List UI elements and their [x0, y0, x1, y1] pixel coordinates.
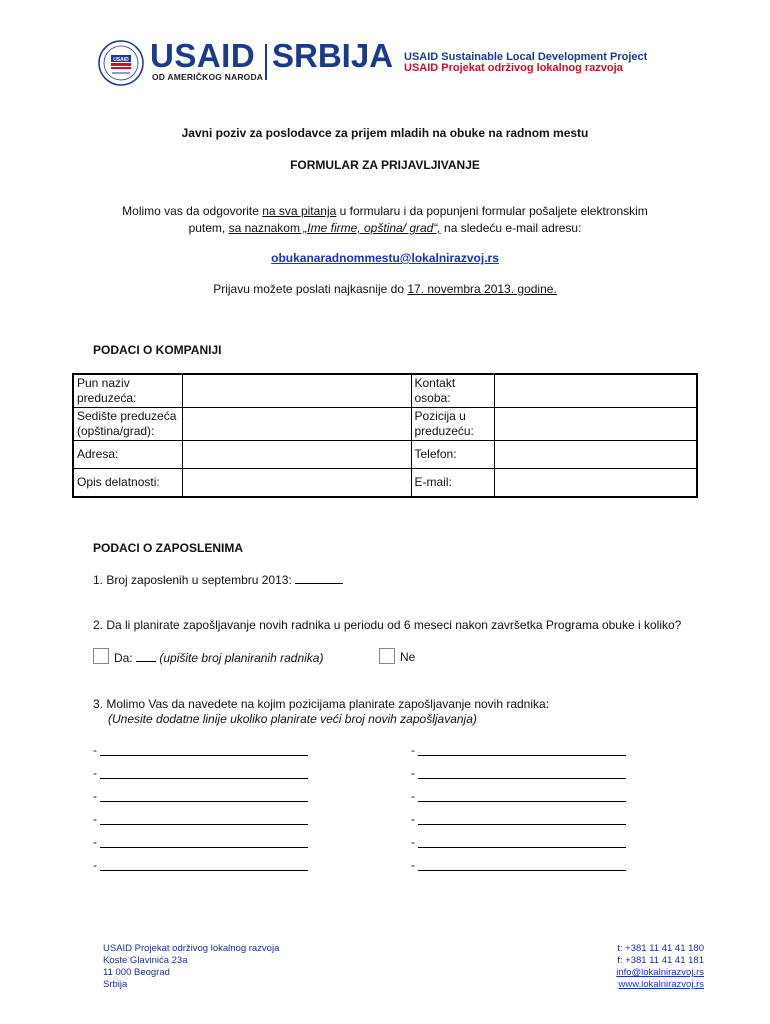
intro-line-2: [0, 221, 770, 235]
position-input-line[interactable]: [418, 824, 626, 825]
deadline-date: 17. novembra 2013. godine.: [407, 282, 557, 296]
position-dash: -: [411, 835, 415, 849]
label-company-name: Pun naziv preduzeća:: [73, 374, 182, 408]
usaid-seal-logo: [98, 40, 144, 86]
yes-hint: (upišite broj planiranih radnika): [159, 651, 324, 665]
footer-org: USAID Projekat održivog lokalnog razvoja: [103, 943, 280, 954]
footer-street: Koste Glavinića 23a: [103, 955, 188, 966]
label-email: E-mail:: [411, 469, 494, 497]
seal-text: USAID: [113, 57, 129, 63]
input-email[interactable]: [494, 469, 697, 497]
footer-email-link[interactable]: info@lokalnirazvoj.rs: [616, 967, 704, 978]
position-dash: -: [93, 789, 97, 803]
position-input-line[interactable]: [100, 778, 308, 779]
position-input-line[interactable]: [418, 870, 626, 871]
position-input-line[interactable]: [100, 755, 308, 756]
position-dash: -: [411, 858, 415, 872]
question-2: 2. Da li planirate zapošljavanje novih radnika u periodu od 6 meseci nakon završetka Programa obuke i koliko?: [93, 618, 682, 632]
table-row: [73, 408, 697, 441]
label-phone: Telefon:: [411, 441, 494, 469]
no-checkbox[interactable]: [379, 648, 395, 664]
label-position: Pozicija u preduzeću:: [411, 408, 494, 441]
project-name-sr: USAID Projekat održivog lokalnog razvoja: [404, 62, 623, 74]
position-input-line[interactable]: [100, 801, 308, 802]
position-dash: -: [411, 743, 415, 757]
position-input-line[interactable]: [418, 755, 626, 756]
yes-option: [114, 650, 323, 665]
input-position[interactable]: [494, 408, 697, 441]
yes-checkbox[interactable]: [93, 648, 109, 664]
footer-fax: f: +381 11 41 41 181: [617, 955, 704, 966]
input-activity[interactable]: [182, 469, 411, 497]
usaid-wordmark: USAID: [150, 37, 256, 74]
intro2-emphasis: sa naznakom: [228, 221, 300, 235]
footer-phone: t: +381 11 41 41 180: [617, 943, 704, 954]
position-dash: -: [411, 812, 415, 826]
intro-text: Molimo vas da odgovorite: [122, 204, 263, 218]
position-dash: -: [93, 743, 97, 757]
footer-city: 11 000 Beograd: [103, 967, 170, 978]
position-dash: -: [411, 789, 415, 803]
input-contact-person[interactable]: [494, 374, 697, 408]
company-section-heading: PODACI O KOMPANIJI: [93, 343, 222, 357]
table-row: [73, 469, 697, 497]
intro2-text: putem,: [188, 221, 229, 235]
yes-label: Da:: [114, 651, 133, 665]
footer-address: [103, 943, 279, 991]
position-dash: -: [93, 766, 97, 780]
table-row: [73, 441, 697, 469]
input-phone[interactable]: [494, 441, 697, 469]
position-input-line[interactable]: [418, 847, 626, 848]
email-line: [0, 251, 770, 265]
intro-line-1: [0, 204, 770, 218]
question-3-hint: (Unesite dodatne linije ukoliko planirate veći broj novih zapošljavanja): [108, 712, 477, 726]
usaid-tagline: OD AMERIČKOG NARODA: [152, 72, 264, 82]
label-activity: Opis delatnosti:: [73, 469, 182, 497]
document-title: Javni poziv za poslodavce za prijem mladih na obuke na radnom mestu: [181, 126, 589, 140]
intro2-text-end: na sledeću e-mail adresu:: [440, 221, 582, 235]
deadline-line: [0, 282, 770, 296]
planned-count-input[interactable]: [136, 650, 156, 662]
position-input-line[interactable]: [418, 778, 626, 779]
employees-section-heading: PODACI O ZAPOSLENIMA: [93, 541, 244, 555]
footer-web-link[interactable]: www.lokalnirazvoj.rs: [618, 979, 704, 990]
footer-country: Srbija: [103, 979, 128, 990]
header-divider: [265, 44, 267, 80]
intro2-subject-format: „Ime firme, opština/ grad“,: [299, 221, 441, 235]
input-company-name[interactable]: [182, 374, 411, 408]
position-input-line[interactable]: [100, 870, 308, 871]
input-address[interactable]: [182, 441, 411, 469]
position-dash: -: [93, 858, 97, 872]
label-address: Adresa:: [73, 441, 182, 469]
position-dash: -: [93, 835, 97, 849]
position-dash: -: [93, 812, 97, 826]
question-3: 3. Molimo Vas da navedete na kojim pozicijama planirate zapošljavanje novih radnika:: [93, 697, 550, 711]
deadline-text: Prijavu možete poslati najkasnije do: [213, 282, 408, 296]
position-input-line[interactable]: [100, 824, 308, 825]
footer-contact: [560, 943, 704, 991]
position-input-line[interactable]: [418, 801, 626, 802]
srbija-wordmark: SRBIJA: [272, 37, 394, 74]
submission-email-link[interactable]: obukanaradnommestu@lokalnirazvoj.rs: [271, 251, 499, 265]
input-company-seat[interactable]: [182, 408, 411, 441]
company-info-table: [72, 373, 698, 498]
table-row: [73, 374, 697, 408]
project-name-en: USAID Sustainable Local Development Project: [404, 51, 648, 63]
position-input-line[interactable]: [100, 847, 308, 848]
intro-text-end: u formularu i da popunjeni formular pošaljete elektronskim: [336, 204, 648, 218]
question-1-text: 1. Broj zaposlenih u septembru 2013:: [93, 573, 292, 587]
label-company-seat: Sedište preduzeća (opština/grad):: [73, 408, 182, 441]
label-contact-person: Kontakt osoba:: [411, 374, 494, 408]
question-1: [93, 572, 343, 587]
position-dash: -: [411, 766, 415, 780]
form-title: FORMULAR ZA PRIJAVLJIVANJE: [290, 158, 480, 172]
no-label: Ne: [400, 650, 416, 664]
employee-count-input[interactable]: [295, 572, 343, 584]
intro-emphasis: na sva pitanja: [262, 204, 337, 218]
